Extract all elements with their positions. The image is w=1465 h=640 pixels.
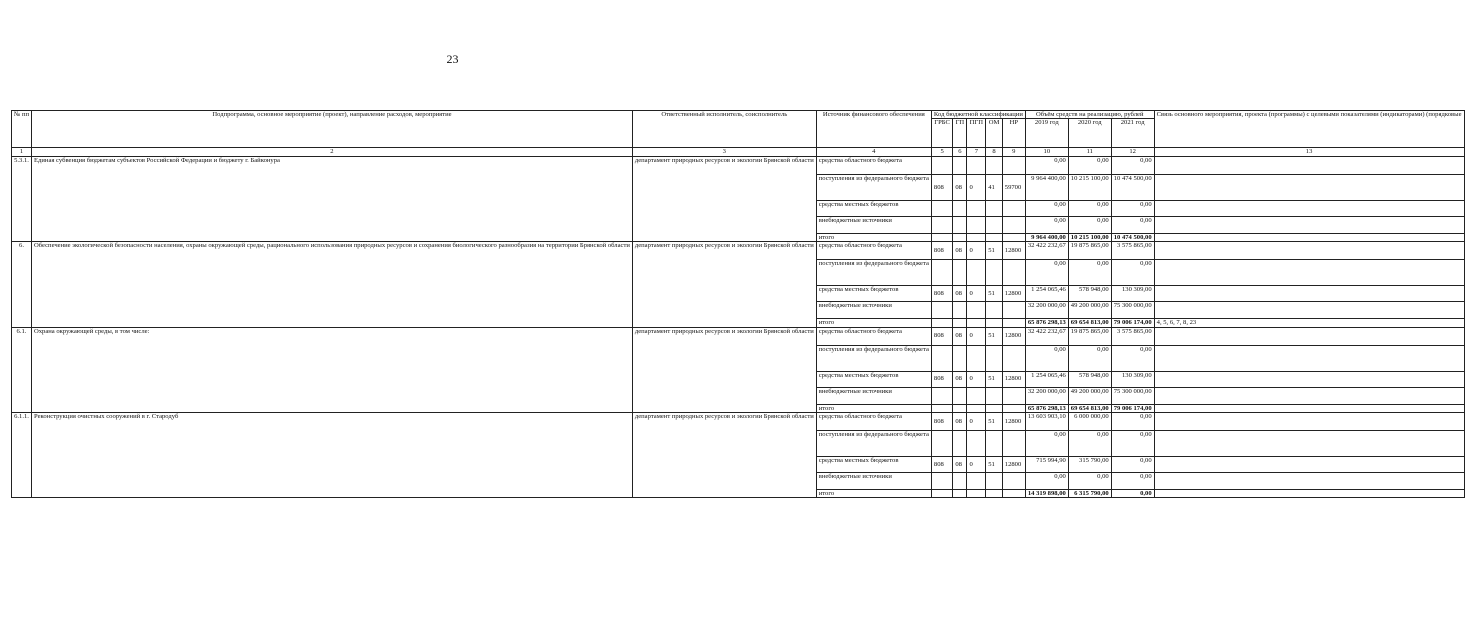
measure-name: Реконструкция очистных сооружений в г. Стародуб bbox=[32, 413, 633, 498]
amount-2019: 65 876 298,13 bbox=[1025, 404, 1068, 412]
code-pgp: 0 bbox=[967, 371, 986, 387]
funding-source: внебюджетные источники bbox=[816, 216, 931, 233]
amount-2019: 1 254 065,46 bbox=[1025, 286, 1068, 302]
indicator-link bbox=[1154, 371, 1464, 387]
code-om bbox=[986, 156, 1003, 174]
amount-2020: 10 215 100,00 bbox=[1068, 174, 1111, 200]
code-grbs bbox=[931, 156, 952, 174]
header-link: Связь основного мероприятия, проекта (программы) с целевыми показателями (индикаторами) (порядковые bbox=[1154, 111, 1464, 148]
measure-name: Единая субвенция бюджетам субъектов Российской Федерации и бюджету г. Байконура bbox=[32, 156, 633, 241]
amount-2019: 9 964 400,00 bbox=[1025, 174, 1068, 200]
code-om bbox=[986, 260, 1003, 286]
amount-2020: 315 790,00 bbox=[1068, 457, 1111, 473]
code-grbs bbox=[931, 260, 952, 286]
amount-2021: 10 474 500,00 bbox=[1111, 174, 1154, 200]
funding-source: средства областного бюджета bbox=[816, 242, 931, 260]
column-number: 1 bbox=[12, 148, 32, 156]
code-np bbox=[1002, 200, 1025, 216]
amount-2019: 715 994,90 bbox=[1025, 457, 1068, 473]
code-pgp bbox=[967, 260, 986, 286]
amount-2021: 0,00 bbox=[1111, 200, 1154, 216]
amount-2021: 0,00 bbox=[1111, 490, 1154, 498]
code-gp bbox=[953, 490, 967, 498]
code-pgp bbox=[967, 404, 986, 412]
indicator-link bbox=[1154, 156, 1464, 174]
amount-2019: 32 200 000,00 bbox=[1025, 387, 1068, 404]
indicator-link bbox=[1154, 200, 1464, 216]
indicator-link bbox=[1154, 413, 1464, 431]
code-om bbox=[986, 431, 1003, 457]
column-number: 11 bbox=[1068, 148, 1111, 156]
header-om: ОМ bbox=[986, 119, 1003, 148]
funding-source: средства областного бюджета bbox=[816, 327, 931, 345]
code-om bbox=[986, 490, 1003, 498]
executor: департамент природных ресурсов и экологии Брянской области bbox=[632, 242, 816, 327]
funding-source: внебюджетные источники bbox=[816, 387, 931, 404]
code-om bbox=[986, 216, 1003, 233]
amount-2021: 0,00 bbox=[1111, 431, 1154, 457]
indicator-link bbox=[1154, 242, 1464, 260]
row-number: 6. bbox=[12, 242, 32, 327]
code-np bbox=[1002, 473, 1025, 490]
column-number: 3 bbox=[632, 148, 816, 156]
amount-2021: 0,00 bbox=[1111, 457, 1154, 473]
header-grbs: ГРБС bbox=[931, 119, 952, 148]
code-grbs bbox=[931, 387, 952, 404]
header-volume: Объём средств на реализацию, рублей bbox=[1025, 111, 1154, 119]
amount-2019: 0,00 bbox=[1025, 473, 1068, 490]
code-gp bbox=[953, 260, 967, 286]
code-gp: 08 bbox=[953, 371, 967, 387]
column-number: 7 bbox=[967, 148, 986, 156]
amount-2019: 13 603 903,10 bbox=[1025, 413, 1068, 431]
measure-name: Охрана окружающей среды, в том числе: bbox=[32, 327, 633, 412]
header-source: Источник финансового обеспечения bbox=[816, 111, 931, 148]
code-om: 51 bbox=[986, 242, 1003, 260]
funding-source: средства местных бюджетов bbox=[816, 286, 931, 302]
funding-source: средства местных бюджетов bbox=[816, 200, 931, 216]
page-number: 23 bbox=[446, 52, 459, 66]
amount-2020: 0,00 bbox=[1068, 200, 1111, 216]
code-np bbox=[1002, 404, 1025, 412]
amount-2020: 578 948,00 bbox=[1068, 371, 1111, 387]
header-no: № пп bbox=[12, 111, 32, 148]
amount-2020: 578 948,00 bbox=[1068, 286, 1111, 302]
indicator-link bbox=[1154, 174, 1464, 200]
code-np bbox=[1002, 490, 1025, 498]
code-np bbox=[1002, 233, 1025, 241]
code-grbs: 808 bbox=[931, 413, 952, 431]
code-om bbox=[986, 404, 1003, 412]
table-row bbox=[12, 242, 1465, 260]
amount-2020: 6 315 790,00 bbox=[1068, 490, 1111, 498]
amount-2019: 0,00 bbox=[1025, 345, 1068, 371]
indicator-link bbox=[1154, 473, 1464, 490]
column-number: 4 bbox=[816, 148, 931, 156]
code-grbs: 808 bbox=[931, 286, 952, 302]
amount-2019: 0,00 bbox=[1025, 216, 1068, 233]
column-number: 6 bbox=[953, 148, 967, 156]
column-number: 13 bbox=[1154, 148, 1464, 156]
amount-2019: 1 254 065,46 bbox=[1025, 371, 1068, 387]
table-row bbox=[12, 413, 1465, 431]
code-np bbox=[1002, 431, 1025, 457]
code-om: 51 bbox=[986, 286, 1003, 302]
amount-2021: 130 309,00 bbox=[1111, 371, 1154, 387]
code-pgp bbox=[967, 233, 986, 241]
indicator-link bbox=[1154, 404, 1464, 412]
funding-source: итого bbox=[816, 233, 931, 241]
code-om bbox=[986, 387, 1003, 404]
table-row bbox=[12, 327, 1465, 345]
funding-source: внебюджетные источники bbox=[816, 302, 931, 319]
code-om bbox=[986, 473, 1003, 490]
amount-2020: 69 654 813,00 bbox=[1068, 404, 1111, 412]
code-np: 12800 bbox=[1002, 327, 1025, 345]
amount-2020: 10 215 100,00 bbox=[1068, 233, 1111, 241]
code-gp bbox=[953, 216, 967, 233]
code-gp bbox=[953, 302, 967, 319]
code-gp bbox=[953, 156, 967, 174]
code-grbs: 808 bbox=[931, 371, 952, 387]
code-grbs: 808 bbox=[931, 242, 952, 260]
code-gp: 08 bbox=[953, 174, 967, 200]
code-om bbox=[986, 233, 1003, 241]
code-grbs bbox=[931, 404, 952, 412]
code-pgp bbox=[967, 156, 986, 174]
amount-2019: 0,00 bbox=[1025, 156, 1068, 174]
code-grbs: 808 bbox=[931, 457, 952, 473]
amount-2021: 0,00 bbox=[1111, 260, 1154, 286]
header-subprogram: Подпрограмма, основное мероприятие (проект), направление расходов, мероприятие bbox=[32, 111, 633, 148]
amount-2020: 69 654 813,00 bbox=[1068, 319, 1111, 327]
code-gp bbox=[953, 431, 967, 457]
indicator-link bbox=[1154, 431, 1464, 457]
indicator-link bbox=[1154, 457, 1464, 473]
funding-source: поступления из федерального бюджета bbox=[816, 174, 931, 200]
amount-2021: 0,00 bbox=[1111, 156, 1154, 174]
code-om: 51 bbox=[986, 413, 1003, 431]
header-2021: 2021 год bbox=[1111, 119, 1154, 148]
code-np: 12800 bbox=[1002, 242, 1025, 260]
amount-2021: 79 006 174,00 bbox=[1111, 404, 1154, 412]
code-np: 12800 bbox=[1002, 286, 1025, 302]
amount-2021: 0,00 bbox=[1111, 413, 1154, 431]
column-number: 9 bbox=[1002, 148, 1025, 156]
amount-2021: 130 309,00 bbox=[1111, 286, 1154, 302]
amount-2019: 32 200 000,00 bbox=[1025, 302, 1068, 319]
code-grbs bbox=[931, 233, 952, 241]
code-pgp bbox=[967, 345, 986, 371]
code-np bbox=[1002, 260, 1025, 286]
funding-source: итого bbox=[816, 490, 931, 498]
header-pgp: ПГП bbox=[967, 119, 986, 148]
code-om bbox=[986, 319, 1003, 327]
code-pgp: 0 bbox=[967, 174, 986, 200]
code-pgp bbox=[967, 319, 986, 327]
code-pgp bbox=[967, 473, 986, 490]
indicator-link bbox=[1154, 260, 1464, 286]
code-om: 51 bbox=[986, 327, 1003, 345]
executor: департамент природных ресурсов и экологии Брянской области bbox=[632, 156, 816, 241]
code-gp bbox=[953, 404, 967, 412]
code-gp: 08 bbox=[953, 457, 967, 473]
code-grbs bbox=[931, 302, 952, 319]
code-np: 12800 bbox=[1002, 413, 1025, 431]
code-gp: 08 bbox=[953, 286, 967, 302]
amount-2021: 0,00 bbox=[1111, 216, 1154, 233]
amount-2019: 14 319 898,00 bbox=[1025, 490, 1068, 498]
code-np bbox=[1002, 319, 1025, 327]
amount-2020: 49 200 000,00 bbox=[1068, 387, 1111, 404]
code-np bbox=[1002, 302, 1025, 319]
code-gp bbox=[953, 387, 967, 404]
row-number: 6.1. bbox=[12, 327, 32, 412]
header-2020: 2020 год bbox=[1068, 119, 1111, 148]
code-om: 41 bbox=[986, 174, 1003, 200]
amount-2020: 6 000 000,00 bbox=[1068, 413, 1111, 431]
code-om: 51 bbox=[986, 371, 1003, 387]
code-gp bbox=[953, 473, 967, 490]
amount-2020: 0,00 bbox=[1068, 345, 1111, 371]
code-gp: 08 bbox=[953, 413, 967, 431]
code-om bbox=[986, 200, 1003, 216]
header-2019: 2019 год bbox=[1025, 119, 1068, 148]
code-pgp: 0 bbox=[967, 242, 986, 260]
amount-2020: 19 875 865,00 bbox=[1068, 327, 1111, 345]
code-pgp: 0 bbox=[967, 457, 986, 473]
column-number: 5 bbox=[931, 148, 952, 156]
code-grbs bbox=[931, 431, 952, 457]
amount-2021: 75 300 000,00 bbox=[1111, 387, 1154, 404]
amount-2021: 0,00 bbox=[1111, 345, 1154, 371]
code-grbs bbox=[931, 200, 952, 216]
code-om bbox=[986, 345, 1003, 371]
code-gp bbox=[953, 233, 967, 241]
code-grbs bbox=[931, 345, 952, 371]
amount-2021: 10 474 500,00 bbox=[1111, 233, 1154, 241]
funding-source: поступления из федерального бюджета bbox=[816, 260, 931, 286]
column-number: 10 bbox=[1025, 148, 1068, 156]
code-pgp bbox=[967, 387, 986, 404]
code-om bbox=[986, 302, 1003, 319]
indicator-link bbox=[1154, 490, 1464, 498]
amount-2020: 0,00 bbox=[1068, 473, 1111, 490]
code-om: 51 bbox=[986, 457, 1003, 473]
executor: департамент природных ресурсов и экологии Брянской области bbox=[632, 413, 816, 498]
amount-2019: 0,00 bbox=[1025, 260, 1068, 286]
funding-source: итого bbox=[816, 404, 931, 412]
executor: департамент природных ресурсов и экологии Брянской области bbox=[632, 327, 816, 412]
amount-2019: 0,00 bbox=[1025, 200, 1068, 216]
amount-2021: 0,00 bbox=[1111, 473, 1154, 490]
indicator-link bbox=[1154, 327, 1464, 345]
amount-2020: 49 200 000,00 bbox=[1068, 302, 1111, 319]
funding-source: средства местных бюджетов bbox=[816, 371, 931, 387]
amount-2019: 0,00 bbox=[1025, 431, 1068, 457]
indicator-link bbox=[1154, 387, 1464, 404]
code-np bbox=[1002, 156, 1025, 174]
indicator-link bbox=[1154, 345, 1464, 371]
code-pgp bbox=[967, 302, 986, 319]
code-pgp bbox=[967, 216, 986, 233]
budget-table bbox=[11, 110, 1465, 498]
code-gp: 08 bbox=[953, 327, 967, 345]
amount-2020: 0,00 bbox=[1068, 216, 1111, 233]
code-gp bbox=[953, 319, 967, 327]
code-np: 12800 bbox=[1002, 457, 1025, 473]
funding-source: поступления из федерального бюджета bbox=[816, 431, 931, 457]
funding-source: поступления из федерального бюджета bbox=[816, 345, 931, 371]
code-np: 12800 bbox=[1002, 371, 1025, 387]
indicator-link bbox=[1154, 302, 1464, 319]
code-pgp: 0 bbox=[967, 413, 986, 431]
code-grbs bbox=[931, 490, 952, 498]
header-gp: ГП bbox=[953, 119, 967, 148]
amount-2020: 0,00 bbox=[1068, 431, 1111, 457]
funding-source: средства местных бюджетов bbox=[816, 457, 931, 473]
amount-2019: 32 422 232,67 bbox=[1025, 242, 1068, 260]
table-row bbox=[12, 156, 1465, 174]
code-grbs: 808 bbox=[931, 327, 952, 345]
code-grbs bbox=[931, 473, 952, 490]
code-pgp: 0 bbox=[967, 327, 986, 345]
code-grbs: 808 bbox=[931, 174, 952, 200]
column-number: 12 bbox=[1111, 148, 1154, 156]
code-gp: 08 bbox=[953, 242, 967, 260]
code-pgp bbox=[967, 431, 986, 457]
code-grbs bbox=[931, 319, 952, 327]
header-executor: Ответственный исполнитель, соисполнитель bbox=[632, 111, 816, 148]
amount-2021: 3 575 865,00 bbox=[1111, 327, 1154, 345]
code-gp bbox=[953, 345, 967, 371]
code-grbs bbox=[931, 216, 952, 233]
row-number: 6.1.1. bbox=[12, 413, 32, 498]
amount-2021: 79 006 174,00 bbox=[1111, 319, 1154, 327]
header-np: НР bbox=[1002, 119, 1025, 148]
code-pgp bbox=[967, 200, 986, 216]
header-budget-code: Код бюджетной классификации bbox=[931, 111, 1025, 119]
amount-2019: 9 964 400,00 bbox=[1025, 233, 1068, 241]
funding-source: средства областного бюджета bbox=[816, 413, 931, 431]
indicator-link: 4, 5, 6, 7, 8, 23 bbox=[1154, 319, 1464, 327]
amount-2020: 0,00 bbox=[1068, 260, 1111, 286]
code-pgp bbox=[967, 490, 986, 498]
code-np bbox=[1002, 387, 1025, 404]
indicator-link bbox=[1154, 216, 1464, 233]
column-number: 2 bbox=[32, 148, 633, 156]
measure-name: Обеспечение экологической безопасности населения, охраны окружающей среды, рационального использования природных ресурсов и сохранения биологического разнообразия на территории Брянской области bbox=[32, 242, 633, 327]
code-np bbox=[1002, 345, 1025, 371]
amount-2019: 65 876 298,13 bbox=[1025, 319, 1068, 327]
indicator-link bbox=[1154, 233, 1464, 241]
funding-source: внебюджетные источники bbox=[816, 473, 931, 490]
funding-source: средства областного бюджета bbox=[816, 156, 931, 174]
amount-2021: 75 300 000,00 bbox=[1111, 302, 1154, 319]
amount-2020: 0,00 bbox=[1068, 156, 1111, 174]
column-number: 8 bbox=[986, 148, 1003, 156]
code-pgp: 0 bbox=[967, 286, 986, 302]
code-gp bbox=[953, 200, 967, 216]
indicator-link bbox=[1154, 286, 1464, 302]
amount-2020: 19 875 865,00 bbox=[1068, 242, 1111, 260]
row-number: 5.3.1. bbox=[12, 156, 32, 241]
code-np: 59700 bbox=[1002, 174, 1025, 200]
code-np bbox=[1002, 216, 1025, 233]
amount-2021: 3 575 865,00 bbox=[1111, 242, 1154, 260]
funding-source: итого bbox=[816, 319, 931, 327]
amount-2019: 32 422 232,67 bbox=[1025, 327, 1068, 345]
